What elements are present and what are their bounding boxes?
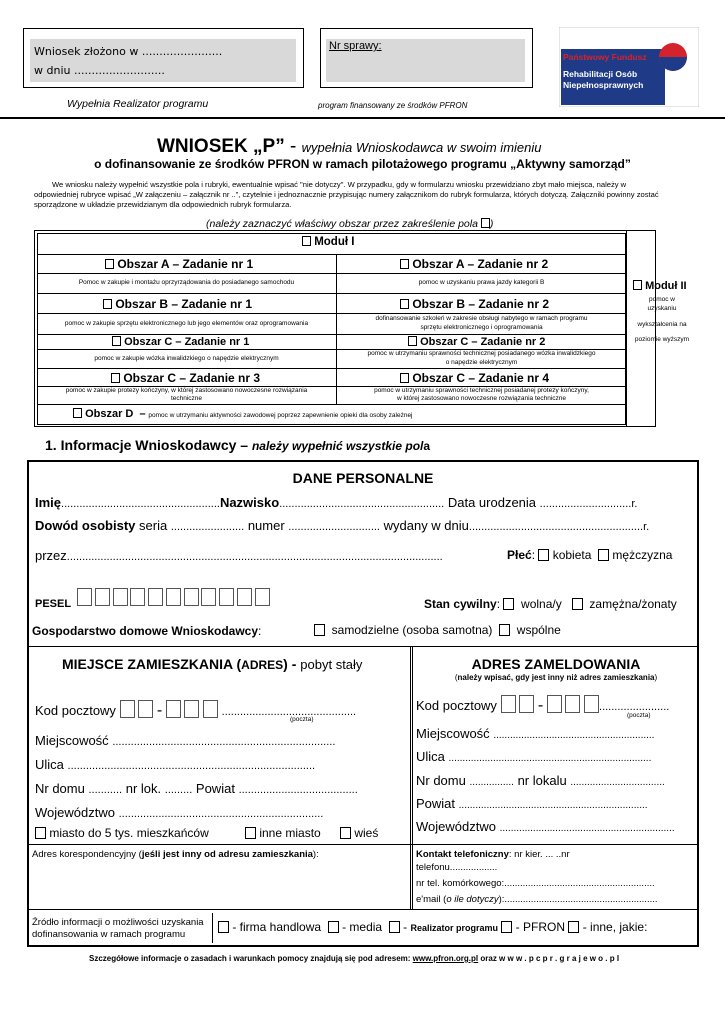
area-c2-title: Obszar C – Zadanie nr 2 <box>420 336 546 348</box>
pesel-digit-box[interactable] <box>219 588 234 606</box>
area-a1-option[interactable] <box>105 257 253 271</box>
res-postal-hint: (poczta) <box>290 716 314 723</box>
mark-hint-end: ) <box>489 218 494 230</box>
form-title-dash: - <box>284 136 302 157</box>
area-c2-desc1: pomoc w utrzymaniu sprawności technicznej posiadanego wózka inwalidzkiego <box>367 350 596 357</box>
mark-hint <box>206 218 493 230</box>
area-a2-desc: pomoc w uzyskaniu prawa jazdy kategorii B <box>418 279 545 286</box>
reg-house-row <box>416 773 665 788</box>
contact-email[interactable] <box>416 894 658 905</box>
series-label: seria <box>139 518 168 533</box>
area-b2-desc2: sprzętu elektronicznego i oprogramowania <box>420 324 543 331</box>
household-alone-label: samodzielne (osoba samotna) <box>331 623 493 637</box>
registered-note <box>413 673 699 682</box>
footer-note <box>89 954 619 963</box>
reg-county-row <box>416 796 648 811</box>
res-county-label: Powiat <box>195 781 235 796</box>
res-postal-box[interactable] <box>166 700 181 718</box>
res-postal-box[interactable] <box>138 700 153 718</box>
area-a2-option[interactable] <box>400 257 548 271</box>
res-apt-field[interactable]: ......... <box>164 784 193 796</box>
reg-county-field[interactable]: .................................................................... <box>458 800 648 811</box>
contact-phone[interactable] <box>416 849 570 860</box>
source-media-label: - media <box>342 920 383 934</box>
residence-heading-d: pobyt stały <box>300 657 363 672</box>
area-c1-desc: pomoc w zakupie wózka inwalidzkiego o napędzie elektrycznym <box>94 355 279 362</box>
res-city-label: Miejscowość <box>35 733 109 748</box>
source-media-checkbox[interactable] <box>328 921 339 933</box>
reg-province-field[interactable]: ............................................................... <box>499 823 675 834</box>
logo-line2: Rehabilitacji Osób <box>563 69 638 79</box>
household-shared-label: wspólne <box>516 623 561 637</box>
reg-postal-box[interactable] <box>547 695 562 713</box>
areas-line <box>37 313 626 314</box>
birth-date-label: Data urodzenia <box>447 495 537 510</box>
sample-checkbox-icon <box>481 218 490 228</box>
submission-box-fill <box>30 39 296 82</box>
area-b1-checkbox[interactable] <box>103 299 112 309</box>
pfron-logo <box>559 27 699 107</box>
submission-box <box>23 28 304 88</box>
area-c4-desc1: pomoc w utrzymaniu sprawności technicznej posiadanej protezy kończyny, <box>374 387 589 394</box>
area-a1-desc: Pomoc w zakupie i montażu oprzyrządowania do posiadanego samochodu <box>78 279 295 286</box>
section1-note-end: a <box>423 439 431 453</box>
single-checkbox[interactable] <box>503 598 514 610</box>
pesel-digit-box[interactable] <box>148 588 163 606</box>
areas-grid-divider <box>626 230 627 427</box>
section1-note: należy wypełnić wszystkie pol <box>251 439 424 453</box>
areas-line <box>37 404 626 405</box>
form-title-sub: wypełnia Wnioskodawca w swoim imieniu <box>301 140 542 155</box>
household-shared-checkbox[interactable] <box>499 624 510 636</box>
last-name-field[interactable]: ...................................................... <box>279 498 445 510</box>
areas-line <box>37 293 626 294</box>
reg-postal-row: Kod pocztowy - ....................... <box>416 697 670 714</box>
pesel-digit-box[interactable] <box>77 588 92 606</box>
residence-heading-c: ) - <box>283 656 301 672</box>
reg-apt-field[interactable]: .................................. <box>570 777 665 788</box>
res-postal-box[interactable] <box>120 700 135 718</box>
area-c2-desc2: o napędzie elektrycznym <box>445 359 518 366</box>
res-apt-label: nr lok. <box>125 781 162 796</box>
area-b1-option[interactable] <box>103 297 252 311</box>
first-name-label: Imię <box>35 495 62 510</box>
pesel-digit-box[interactable] <box>201 588 216 606</box>
contact-email-label: e'mail ( <box>416 894 447 905</box>
reg-province-label: Województwo <box>416 819 496 834</box>
section1-title: 1. Informacje Wnioskodawcy <box>45 437 237 453</box>
reg-house-field[interactable]: ................ <box>469 777 514 788</box>
reg-street-row <box>416 749 651 764</box>
area-a2-checkbox[interactable] <box>400 259 409 269</box>
pesel-boxes[interactable] <box>77 588 270 606</box>
area-c1-title: Obszar C – Zadanie nr 1 <box>124 336 250 348</box>
res-postal-row: Kod pocztowy - ............................................ <box>35 702 357 719</box>
footer-link[interactable]: www.pfron.org.pl <box>412 954 479 963</box>
registered-heading: ADRES ZAMELDOWANIA <box>471 656 641 672</box>
marital-row: Stan cywilny: wolna/y zamężna/żonaty <box>424 597 677 611</box>
case-number-field[interactable] <box>326 39 525 82</box>
source-label-1: Źródło informacji o możliwości uzyskania <box>32 917 204 928</box>
small-town-label: miasto do 5 tys. mieszkańców <box>49 826 209 840</box>
source-realizer-label: Realizator programu <box>410 923 498 933</box>
module1-checkbox[interactable] <box>302 236 311 246</box>
small-town-checkbox[interactable] <box>35 827 46 839</box>
source-realizer-dash: - <box>403 920 411 934</box>
source-pfron-label: - PFRON <box>515 920 566 934</box>
areas-line <box>37 273 626 274</box>
pesel-digit-box[interactable] <box>113 588 128 606</box>
section1-heading <box>45 437 430 453</box>
area-c3-option[interactable] <box>111 371 260 385</box>
res-street-row <box>35 757 315 772</box>
registered-note-a: ( <box>454 673 458 682</box>
res-street-field[interactable]: ................................................................................. <box>67 760 316 772</box>
logo-line1: Państwowy Fundusz <box>563 52 647 62</box>
female-checkbox[interactable] <box>538 549 549 561</box>
module2-desc-3: wykształcenia na <box>637 321 687 328</box>
sex-label: Płeć <box>507 548 532 562</box>
logo-line3: Niepełnosprawnych <box>563 80 644 90</box>
area-c3-title: Obszar C – Zadanie nr 3 <box>123 371 261 385</box>
res-postal-box[interactable] <box>203 700 218 718</box>
reg-postal-label: Kod pocztowy <box>416 698 497 713</box>
area-c2-checkbox[interactable] <box>408 336 417 346</box>
module2-desc-4: poziomie wyższym <box>634 336 690 343</box>
res-house-row <box>35 781 358 796</box>
pfron-logo-graphic <box>559 27 699 107</box>
reg-city-label: Miejscowość <box>416 726 490 741</box>
res-house-label: Nr domu <box>35 781 85 796</box>
area-d-desc: pomoc w utrzymaniu aktywności zawodowej poprzez zapewnienie opieki dla osoby zależnej <box>148 412 413 419</box>
contact-mobile[interactable]: nr tel. komórkowego:......................................................... <box>416 878 655 889</box>
area-a1-title: Obszar A – Zadanie nr 1 <box>117 257 254 271</box>
registered-note-b: należy wpisać, gdy jest inny niż adres zamieszkania <box>457 673 655 682</box>
source-label-2: dofinansowania w ramach programu <box>32 929 186 940</box>
id-row <box>35 518 649 533</box>
source-firm-label: - firma handlowa <box>232 920 322 934</box>
module1-label: Moduł I <box>314 236 355 248</box>
area-d-dash: – <box>139 408 146 420</box>
household-alone-checkbox[interactable] <box>314 624 325 636</box>
pesel-digit-box[interactable] <box>95 588 110 606</box>
area-b2-desc1: dofinansowanie szkoleń w zakresie obsługi nabytego w ramach programu <box>375 315 588 322</box>
household-label: Gospodarstwo domowe Wnioskodawcy <box>32 624 259 638</box>
reg-postal-box[interactable] <box>501 695 516 713</box>
form-col-divider-2 <box>412 646 413 909</box>
pesel-label: PESEL <box>35 598 72 610</box>
res-city-row <box>35 733 335 748</box>
correspondence-label-c: ): <box>312 849 319 860</box>
res-province-row <box>35 805 323 820</box>
footer-text: Szczegółowe informacje o zasadach i warunkach pomocy znajdują się pod adresem: <box>89 954 413 963</box>
household-row: Gospodarstwo domowe Wnioskodawcy: <box>32 624 262 638</box>
single-label: wolna/y <box>521 597 562 611</box>
town-type-row <box>35 826 209 840</box>
contact-phone-b[interactable]: telefonu.................. <box>416 862 498 873</box>
last-name-label: Nazwisko <box>219 495 280 510</box>
area-a2-title: Obszar A – Zadanie nr 2 <box>412 257 549 271</box>
case-number-box <box>320 28 533 88</box>
module2-desc-2: uzyskaniu <box>647 305 677 312</box>
issued-label: wydany w dniu <box>383 518 469 533</box>
other-town-option <box>245 826 321 840</box>
reg-province-row <box>416 819 675 834</box>
res-postal-box[interactable] <box>184 700 199 718</box>
source-realizer-checkbox[interactable] <box>389 921 400 933</box>
contact-phone-label: Kontakt telefoniczny <box>416 849 509 860</box>
areas-line <box>37 334 626 335</box>
male-label: mężczyzna <box>612 548 673 562</box>
birth-date-field[interactable]: ..............................r. <box>539 498 638 510</box>
correspondence-field[interactable] <box>32 849 319 860</box>
sex-row: Płeć: kobieta mężczyzna <box>507 548 673 562</box>
pesel-digit-box[interactable] <box>255 588 270 606</box>
res-city-field[interactable]: ......................................................................... <box>112 736 336 748</box>
footer-and: oraz <box>478 954 500 963</box>
name-row <box>35 495 637 510</box>
village-label: wieś <box>354 826 379 840</box>
areas-line <box>37 368 626 369</box>
source-other-label: - inne, jakie: <box>582 920 648 934</box>
section1-dash: – <box>236 437 252 453</box>
reg-city-field[interactable]: .......................................................... <box>493 730 655 741</box>
issued-by-label: przez <box>35 548 67 563</box>
pesel-digit-box[interactable] <box>130 588 145 606</box>
series-field[interactable]: ........................ <box>170 521 245 533</box>
correspondence-label-b: jeśli jest inny od adresu zamieszkania <box>141 849 313 860</box>
area-c4-desc2: w której zastosowano nowoczesne rozwiązania techniczne <box>396 395 567 402</box>
issued-by-field[interactable]: ........................................................................................................................... <box>66 551 443 563</box>
res-post-office-field[interactable]: ............................................ <box>221 706 357 718</box>
date-label: w dniu .......................... <box>34 64 165 77</box>
module2-checkbox[interactable] <box>633 280 642 290</box>
area-c1-checkbox[interactable] <box>112 336 121 346</box>
form-title-main: WNIOSEK „P” <box>157 136 285 157</box>
reg-county-label: Powiat <box>416 796 456 811</box>
area-d-title: Obszar D <box>85 408 134 420</box>
contact-email-c: ):.......................................................... <box>498 894 658 905</box>
issued-by-row <box>35 548 443 563</box>
res-street-label: Ulica <box>35 757 64 772</box>
residence-heading-b: ADRES <box>241 658 284 672</box>
area-c3-desc2: techniczne <box>170 395 203 402</box>
residence-heading-a: MIEJSCE ZAMIESZKANIA ( <box>62 656 242 672</box>
reg-postal-box[interactable] <box>565 695 580 713</box>
areas-line <box>37 254 626 255</box>
area-c2-option[interactable] <box>408 336 545 348</box>
male-checkbox[interactable] <box>598 549 609 561</box>
area-c3-desc1: pomoc w zakupie protezy kończyny, w której zastosowano nowoczesne rozwiązania <box>65 387 308 394</box>
source-pfron-checkbox[interactable] <box>501 921 512 933</box>
area-c3-checkbox[interactable] <box>111 373 120 383</box>
form-divider <box>27 646 699 647</box>
area-b1-desc: pomoc w zakupie sprzętu elektronicznego lub jego elementów oraz oprogramowania <box>64 320 309 327</box>
village-option <box>340 826 378 840</box>
id-card-label: Dowód osobisty <box>35 518 136 533</box>
form-divider <box>27 909 699 910</box>
contact-email-b: o ile dotyczy <box>446 894 499 905</box>
form-divider <box>27 844 699 845</box>
form-col-divider <box>410 646 411 909</box>
module1-option[interactable] <box>302 236 354 248</box>
pesel-digit-box[interactable] <box>166 588 181 606</box>
form-title <box>157 136 542 158</box>
res-postal-label: Kod pocztowy <box>35 703 116 718</box>
area-a1-checkbox[interactable] <box>105 259 114 269</box>
correspondence-label: Adres korespondencyjny ( <box>32 849 142 860</box>
registered-note-c: ) <box>654 673 658 682</box>
other-town-label: inne miasto <box>259 826 321 840</box>
module2-desc-1: pomoc w <box>648 296 675 303</box>
submitted-label: Wniosek złożono w ....................... <box>34 45 223 58</box>
form-subtitle: o dofinansowanie ze środków PFRON w ramach pilotażowego programu „Aktywny samorząd” <box>94 157 631 171</box>
reg-apt-label: nr lokalu <box>517 773 567 788</box>
pesel-digit-box[interactable] <box>237 588 252 606</box>
marital-label: Stan cywilny <box>424 597 497 611</box>
area-c4-checkbox[interactable] <box>400 373 409 383</box>
area-c4-title: Obszar C – Zadanie nr 4 <box>412 371 550 385</box>
area-c4-option[interactable] <box>400 371 549 385</box>
number-field[interactable]: .............................. <box>288 521 380 533</box>
reg-post-office-field[interactable]: ....................... <box>599 701 670 713</box>
area-d-checkbox[interactable] <box>73 408 82 418</box>
financed-note: program finansowany ze środków PFRON <box>318 101 468 110</box>
village-checkbox[interactable] <box>340 827 351 839</box>
mark-hint-text: (należy zaznaczyć właściwy obszar przez zakreślenie pola <box>206 218 478 230</box>
res-province-field[interactable]: ................................................................... <box>118 808 324 820</box>
household-options <box>314 623 561 637</box>
reg-street-field[interactable]: ......................................................................... <box>448 753 652 764</box>
res-house-field[interactable]: ........... <box>88 784 123 796</box>
personal-heading: DANE PERSONALNE <box>292 470 434 486</box>
area-d-option[interactable] <box>73 408 413 420</box>
module2-label: Moduł II <box>645 280 687 292</box>
filled-by-note: Wypełnia Realizator programu <box>67 98 209 110</box>
pesel-digit-box[interactable] <box>184 588 199 606</box>
reg-street-label: Ulica <box>416 749 445 764</box>
married-label: zamężna/żonaty <box>589 597 677 611</box>
first-name-field[interactable]: .................................................... <box>61 498 220 510</box>
area-c1-option[interactable] <box>112 336 249 348</box>
contact-phone-a: : nr kier. ... ..nr <box>508 849 570 860</box>
footer-site[interactable]: w w w . p c p r . g r a j e w o . p l <box>499 954 620 963</box>
area-b2-checkbox[interactable] <box>400 299 409 309</box>
number-label: numer <box>247 518 285 533</box>
reg-postal-box[interactable] <box>519 695 534 713</box>
module2-option[interactable] <box>633 280 687 292</box>
married-checkbox[interactable] <box>572 598 583 610</box>
header-divider <box>0 117 725 119</box>
intro-text: We wniosku należy wypełnić wszystkie pola i rubryki, ewentualnie wpisać "nie dotyczy". W przypadku, gdy w formularzu wniosku przewidziano zbyt mało miejsca, należy w odpowiedniej rubryce wpisać „W załączeniu – załącznik nr ..”, czytelnie i jednoznacznie przypisując numery załącznikom do rubryk formularza, których dotyczą. Załączniki powinny zostać sporządzone w układzie przewidzianym dla odpowiednich rubryk formularza. <box>34 180 659 209</box>
source-other-checkbox[interactable] <box>568 921 579 933</box>
residence-heading <box>62 656 362 672</box>
area-b1-title: Obszar B – Zadanie nr 1 <box>115 297 253 311</box>
issued-field[interactable]: .........................................................r. <box>468 521 650 533</box>
reg-city-row <box>416 726 654 741</box>
other-town-checkbox[interactable] <box>245 827 256 839</box>
case-number-label: Nr sprawy: <box>329 40 382 52</box>
area-b2-title: Obszar B – Zadanie nr 2 <box>412 297 550 311</box>
source-options <box>218 920 647 934</box>
reg-postal-box[interactable] <box>584 695 599 713</box>
reg-postal-hint: (poczta) <box>627 712 651 719</box>
area-b2-option[interactable] <box>400 297 549 311</box>
source-firm-checkbox[interactable] <box>218 921 229 933</box>
female-label: kobieta <box>552 548 592 562</box>
reg-house-label: Nr domu <box>416 773 466 788</box>
res-county-field[interactable]: ....................................... <box>238 784 358 796</box>
res-province-label: Województwo <box>35 805 115 820</box>
